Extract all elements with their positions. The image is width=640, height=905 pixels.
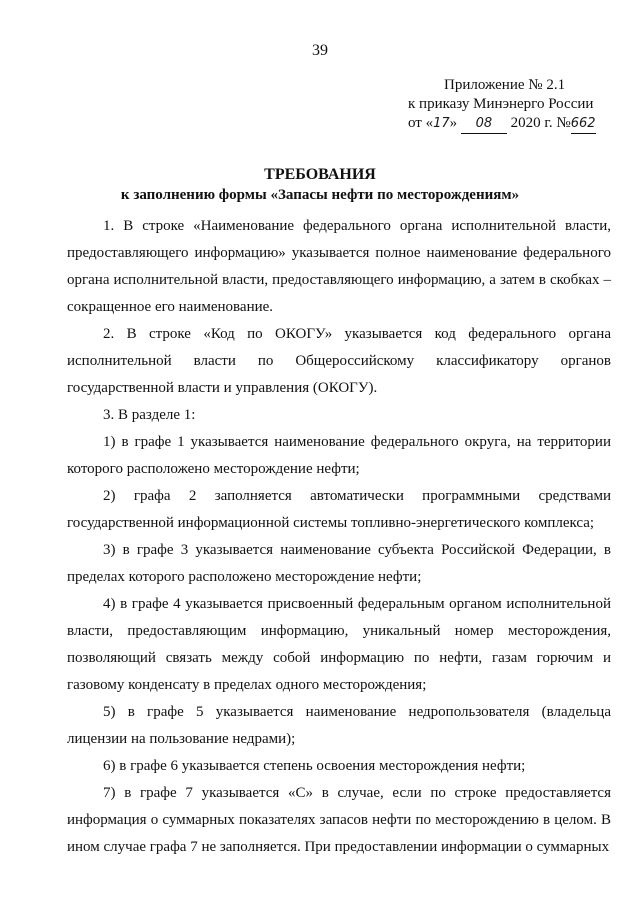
- paragraph: 4) в графе 4 указывается присвоенный федеральным органом исполнительной власти, предоставляющим информацию, уникальный номер месторождения, позволяющий связать между собой информацию по нефти, газам горючим и газовому конденсату в пределах одного месторождения;: [67, 596, 611, 693]
- appendix-block: [408, 76, 618, 134]
- appendix-title: Приложение № 2.1: [444, 77, 566, 93]
- page-number: 39: [312, 42, 328, 59]
- title-sub: к заполнению формы «Запасы нефти по месторождениям»: [120, 187, 520, 203]
- paragraph: 3) в графе 3 указывается наименование субъекта Российской Федерации, в пределах которого расположено месторождение нефти;: [67, 542, 611, 585]
- paragraph: 5) в графе 5 указывается наименование недропользователя (владельца лицензии на пользование недрами);: [67, 704, 611, 747]
- date-mid: »: [449, 115, 458, 131]
- paragraph: 7) в графе 7 указывается «С» в случае, если по строке предоставляется информация о суммарных показателях запасов нефти по месторождению в целом. В ином случае графа 7 не заполняется. При предоставлении информации о суммарных: [67, 785, 611, 855]
- order-number: 662: [571, 114, 596, 134]
- title-main: ТРЕБОВАНИЯ: [264, 166, 376, 183]
- document-title: [0, 165, 640, 205]
- appendix-date-line: [408, 114, 618, 134]
- paragraph: 2) графа 2 заполняется автоматически программными средствами государственной информационной системы топливно-энергетического комплекса;: [67, 488, 611, 531]
- date-year: 2020 г. №: [510, 115, 571, 131]
- paragraph: 2. В строке «Код по ОКОГУ» указывается код федерального органа исполнительной власти по Общероссийскому классификатору органов государственной власти и управления (ОКОГУ).: [67, 326, 611, 396]
- document-body: [67, 213, 611, 861]
- paragraph: 1. В строке «Наименование федерального органа исполнительной власти, предоставляющего информацию» указывается полное наименование федерального органа исполнительной власти, предоставляющего информацию, а затем в скобках – сокращенное его наименование.: [67, 218, 611, 315]
- paragraph: 1) в графе 1 указывается наименование федерального округа, на территории которого расположено месторождение нефти;: [67, 434, 611, 477]
- date-day: 17: [433, 116, 450, 131]
- date-prefix: от «: [408, 115, 434, 131]
- appendix-order-ref: к приказу Минэнерго России: [408, 96, 594, 112]
- paragraph: 3. В разделе 1:: [103, 407, 196, 423]
- paragraph: 6) в графе 6 указывается степень освоения месторождения нефти;: [103, 758, 526, 774]
- date-month: 08: [461, 114, 507, 134]
